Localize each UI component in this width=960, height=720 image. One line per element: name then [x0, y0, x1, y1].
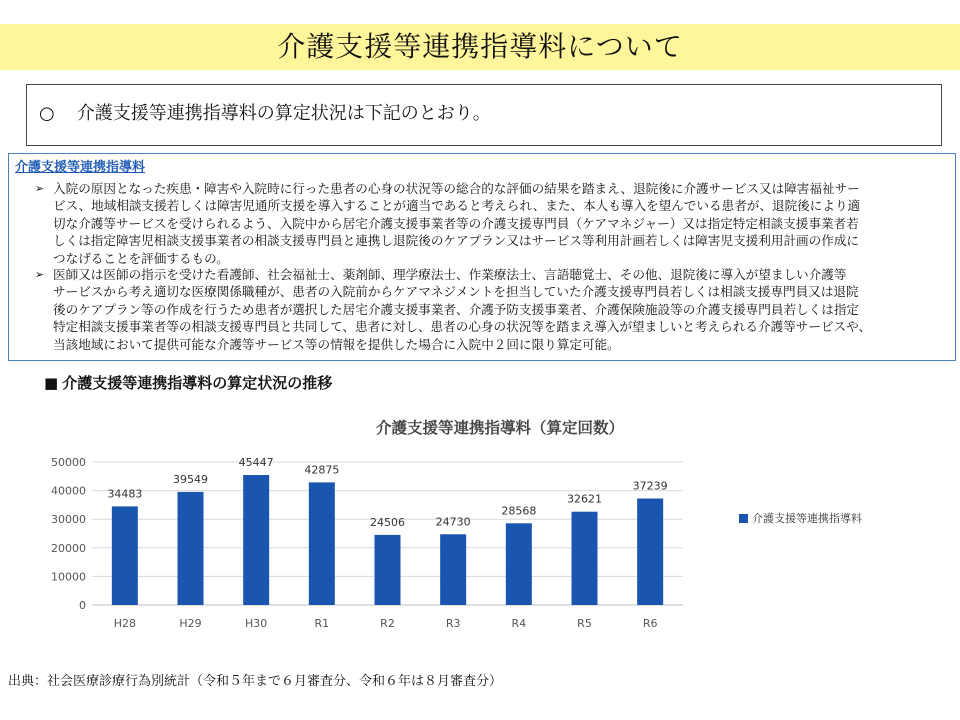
- bullet-line: 入院の原因となった疾患・障害や入院時に行った患者の心身の状況等の総合的な評価の結果を踏まえ、退院後に介護サービス又は障害福祉サー: [53, 181, 860, 196]
- data-label: 28568: [501, 504, 537, 518]
- bullet-line: つなげることを評価するもの。: [53, 250, 229, 266]
- section-title: 介護支援等連携指導料の算定状況の推移: [62, 374, 333, 392]
- y-tick-label: 40000: [51, 484, 86, 498]
- bullet-line: 特定相談支援事業者等の相談支援専門員と共同して、患者に対し、患者の心身の状況等を踏まえ導入が望ましいと考えられる介護等サービスや、: [53, 319, 872, 335]
- x-tick-label: H28: [113, 617, 136, 630]
- bar: [637, 498, 663, 605]
- x-tick-label: R6: [642, 617, 658, 630]
- data-label: 34483: [107, 487, 143, 501]
- legend-label: 介護支援等連携指導料: [752, 512, 862, 525]
- bullet-line: 切な介護等サービスを受けられるよう、入院中から居宅介護支援事業者等の介護支援専門員（ケアマネジャー）又は指定特定相談支援事業者若: [53, 215, 859, 231]
- info-heading: 介護支援等連携指導料: [15, 160, 146, 175]
- y-tick-label: 20000: [51, 541, 86, 555]
- data-label: 32621: [567, 492, 602, 506]
- data-label: 42875: [304, 463, 340, 477]
- bullet-line: しくは指定障害児相談支援事業者の相談支援専門員と連携し退院後のケアプラン又はサービス等利用計画若しくは障害児支援利用計画の作成に: [53, 233, 859, 249]
- y-tick-label: 50000: [51, 456, 86, 469]
- y-tick-label: 0: [79, 599, 86, 612]
- summary-text: 介護支援等連携指導料の算定状況は下記のとおり。: [76, 103, 491, 124]
- bullet-line: 医師又は医師の指示を受けた看護師、社会福祉士、薬剤師、理学療法士、作業療法士、言語聴覚士、その他、退院後に導入が望ましい介護等: [53, 267, 847, 282]
- bullet-line: サービスから考え適切な医療関係職種が、患者の入院前からケアマネジメントを担当していた介護支援専門員若しくは相談支援専門員又は退院: [53, 284, 859, 300]
- x-tick-label: R5: [577, 617, 592, 630]
- bar: [440, 534, 466, 605]
- data-label: 39549: [173, 472, 208, 486]
- bar: [112, 506, 138, 605]
- info-bullet-2: [35, 266, 949, 353]
- bar: [309, 482, 335, 605]
- bullet-line: ビス、地域相談支援若しくは障害児通所支援を導入することが適当であると考えられ、また、本人も導入を望んでいる患者が、退院後により適: [53, 198, 861, 214]
- chart-legend: [739, 510, 862, 526]
- chart-title: 介護支援等連携指導料（算定回数）: [375, 419, 624, 437]
- x-tick-label: R2: [380, 617, 395, 630]
- arrow-bullet-icon: ➢: [35, 268, 45, 281]
- data-label: 37239: [632, 479, 668, 493]
- bullet-line: 後のケアプラン等の作成を行うため患者が選択した居宅介護支援事業者、介護予防支援事業者、介護保険施設等の介護支援専門員若しくは指定: [53, 301, 859, 317]
- page-title: 介護支援等連携指導料について: [277, 30, 683, 63]
- bar: [375, 535, 401, 605]
- bar: [572, 512, 598, 605]
- x-tick-label: R3: [445, 617, 461, 630]
- source-note: 出典：社会医療診療行為別統計（令和５年まで６月審査分、令和６年は８月審査分）: [8, 674, 503, 689]
- data-label: 24730: [435, 515, 471, 529]
- square-marker-icon: ■: [44, 374, 59, 392]
- x-tick-label: H29: [179, 617, 202, 630]
- legend-swatch: [739, 514, 748, 523]
- bar: [506, 523, 532, 605]
- data-label: 45447: [238, 456, 274, 470]
- info-bullet-1: [35, 180, 949, 267]
- summary-box: [26, 84, 942, 146]
- bar: [243, 475, 269, 605]
- bar-chart: [0, 440, 960, 640]
- x-tick-label: R1: [314, 617, 330, 630]
- summary-line: [39, 99, 491, 129]
- data-label: 24506: [370, 515, 405, 529]
- x-tick-label: H30: [245, 617, 268, 630]
- section-heading: [44, 372, 332, 393]
- circle-marker: ○: [39, 103, 55, 124]
- info-box: [8, 153, 956, 361]
- bullet-line: 当該地域において提供可能な介護等サービス等の情報を提供した場合に入院中２回に限り算定可能。: [53, 336, 620, 352]
- y-tick-label: 10000: [51, 570, 86, 584]
- arrow-bullet-icon: ➢: [35, 182, 45, 195]
- y-tick-label: 30000: [51, 513, 86, 527]
- bar: [178, 492, 204, 605]
- x-tick-label: R4: [511, 617, 527, 630]
